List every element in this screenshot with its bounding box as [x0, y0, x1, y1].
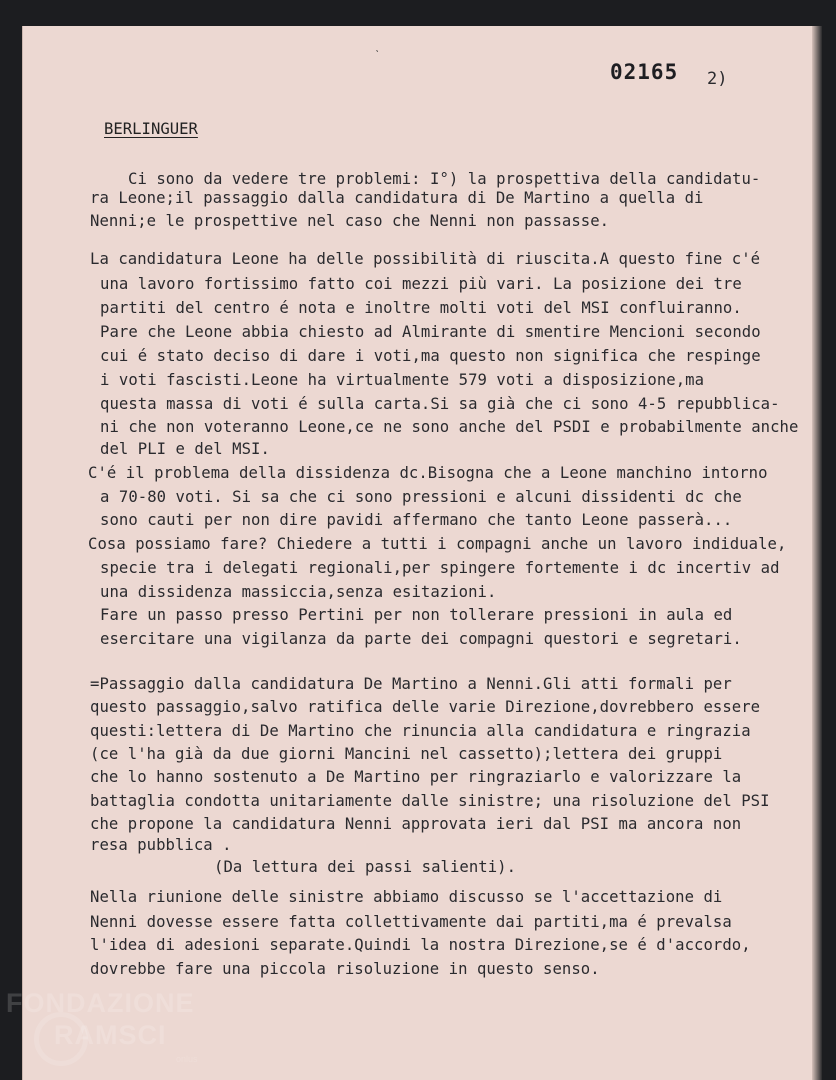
text-line: specie tra i delegati regionali,per spingere fortemente i dc incertiv ad [100, 559, 780, 577]
text-line: una lavoro fortissimo fatto coi mezzi più vari. La posizione dei tre [100, 275, 742, 293]
text-line: battaglia condotta unitariamente dalle sinistre; una risoluzione del PSI [90, 792, 770, 810]
text-line: cui é stato deciso di dare i voti,ma questo non significa che respinge [100, 347, 761, 365]
text-line: partiti del centro é nota e inoltre molti voti del MSI confluiranno. [100, 299, 742, 317]
text-line: resa pubblica . [90, 836, 232, 854]
text-line: del PLI e del MSI. [100, 440, 270, 458]
text-line: ni che non voteranno Leone,ce ne sono anche del PSDI e probabilmente anche [100, 418, 799, 436]
text-line: sono cauti per non dire pavidi affermano che tanto Leone passerà... [100, 511, 733, 529]
text-line: Ci sono da vedere tre problemi: I°) la prospettiva della candidatu- [128, 170, 761, 188]
bleed-through-number [600, 38, 614, 62]
fondazione-gramsci-watermark [6, 988, 236, 1068]
text-line: dovrebbe fare una piccola risoluzione in questo senso. [90, 960, 600, 978]
text-line: La candidatura Leone ha delle possibilità di riuscita.A questo fine c'é [90, 250, 761, 268]
page-edge-shadow [812, 26, 822, 1080]
page-number: 2) [707, 69, 728, 89]
text-line: Nenni dovesse essere fatta collettivamente dai partiti,ma é prevalsa [90, 913, 732, 931]
text-line: questa massa di voti é sulla carta.Si sa già che ci sono 4-5 repubblica- [100, 395, 780, 413]
text-line: esercitare una vigilanza da parte dei compagni questori e segretari. [100, 630, 742, 648]
text-line: (Da lettura dei passi salienti). [214, 858, 517, 876]
text-line: ra Leone;il passaggio dalla candidatura di De Martino a quella di [90, 189, 704, 207]
page-mark: ˋ [374, 48, 382, 62]
watermark-line-2: RAMSCI [54, 1020, 167, 1050]
text-line: questo passaggio,salvo ratifica delle varie Direzione,dovrebbero essere [90, 698, 761, 716]
text-line: una dissidenza massiccia,senza esitazioni. [100, 583, 497, 601]
text-line: Cosa possiamo fare? Chiedere a tutti i compagni anche un lavoro indiduale, [88, 535, 787, 553]
text-line: =Passaggio dalla candidatura De Martino a Nenni.Gli atti formali per [90, 675, 732, 693]
speaker-heading: BERLINGUER [104, 120, 198, 138]
text-line: Nenni;e le prospettive nel caso che Nenni non passasse. [90, 212, 610, 230]
text-line: che lo hanno sostenuto a De Martino per ringraziarlo e valorizzare la [90, 768, 742, 786]
text-line: (ce l'ha già da due giorni Mancini nel cassetto);lettera dei gruppi [90, 745, 723, 763]
text-line: che propone la candidatura Nenni approvata ieri dal PSI ma ancora non [90, 815, 742, 833]
document-number: 02165 [610, 60, 679, 84]
watermark-line-1: FONDAZIONE [6, 988, 195, 1018]
text-line: Fare un passo presso Pertini per non tollerare pressioni in aula ed [100, 606, 733, 624]
text-line: Pare che Leone abbia chiesto ad Almirante di smentire Mencioni secondo [100, 323, 761, 341]
text-line: a 70-80 voti. Si sa che ci sono pressioni e alcuni dissidenti dc che [100, 488, 742, 506]
watermark-small: onlus [176, 1054, 198, 1064]
text-line: C'é il problema della dissidenza dc.Bisogna che a Leone manchino intorno [88, 464, 768, 482]
text-line: i voti fascisti.Leone ha virtualmente 579 voti a disposizione,ma [100, 371, 705, 389]
text-line: l'idea di adesioni separate.Quindi la nostra Direzione,se é d'accordo, [90, 936, 751, 954]
text-line: Nella riunione delle sinistre abbiamo discusso se l'accettazione di [90, 888, 723, 906]
text-line: questi:lettera di De Martino che rinuncia alla candidatura e ringrazia [90, 722, 751, 740]
